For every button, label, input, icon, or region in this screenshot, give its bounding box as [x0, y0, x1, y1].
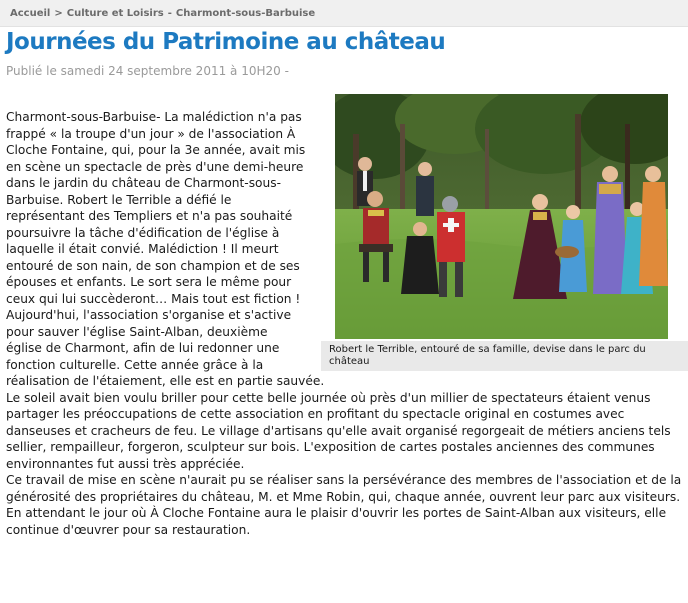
- article-paragraph: Charmont-sous-Barbuise- La malédiction n'a pas frappé « la troupe d'un jour » de l'association À Cloche Fontaine, qui, pour la 3e année, avait mis en scène un spectacle de près d'une demi-heure dans le jardin du château de Charmont-sous-Barbuise. Robert le Terrible a défié le représentant des Templiers et n'a pas souhaité poursuivre la tâche d'édification de l'église à laquelle il était convié. Malédiction ! Il meurt entouré de son nain, de son champion et de ses épouses et enfants. Le sort sera le même pour ceux qui lui succèderont… Mais tout est fiction ! Aujourd'hui, l'association s'organise et s'active pour sauver l'église Saint-Alban, deuxième église de Charmont, afin de lui redonner une fonction culturelle. Cette année grâce à la réalisation de l'étaiement, elle est en partie sauvée.: [6, 110, 325, 388]
- breadcrumb-location-link[interactable]: Charmont-sous-Barbuise: [175, 8, 316, 19]
- breadcrumb-separator: -: [167, 8, 172, 19]
- article-body: [6, 109, 682, 538]
- article-paragraph: En attendant le jour où À Cloche Fontaine aura le plaisir d'ouvrir les portes de Saint-Alban aux visiteurs, elle continue d'œuvrer pour sa restauration.: [6, 506, 667, 537]
- page-title: Journées du Patrimoine au château: [6, 29, 446, 55]
- article-paragraph: Le soleil avait bien voulu briller pour cette belle journée où près d'un millier de spectateurs étaient venus partager les préoccupations de cette association en profitant du spectacle original en costumes avec danseuses et cracheurs de feu. Le village d'artisans qu'elle avait organisé regorgeait de métiers anciens tels sellier, rempailleur, forgeron, sculpteur sur bois. L'exposition de cartes postales anciennes des communes environnantes fut aussi très appréciée.: [6, 390, 671, 471]
- article-paragraph: Ce travail de mise en scène n'aurait pu se réaliser sans la persévérance des membres de l'association et de la générosité des propriétaires du château, M. et Mme Robin, qui, chaque année, ouvrent leur parc aux visiteurs.: [6, 473, 682, 504]
- breadcrumb: [0, 0, 688, 27]
- article-figure: [321, 94, 688, 371]
- breadcrumb-separator: >: [54, 8, 63, 19]
- publication-date: Publié le samedi 24 septembre 2011 à 10H20 -: [6, 64, 289, 78]
- breadcrumb-category-link[interactable]: Culture et Loisirs: [66, 8, 164, 19]
- article-photo[interactable]: [335, 94, 668, 339]
- breadcrumb-home-link[interactable]: Accueil: [10, 8, 51, 19]
- photo-caption: Robert le Terrible, entouré de sa famille, devise dans le parc du château: [321, 341, 688, 371]
